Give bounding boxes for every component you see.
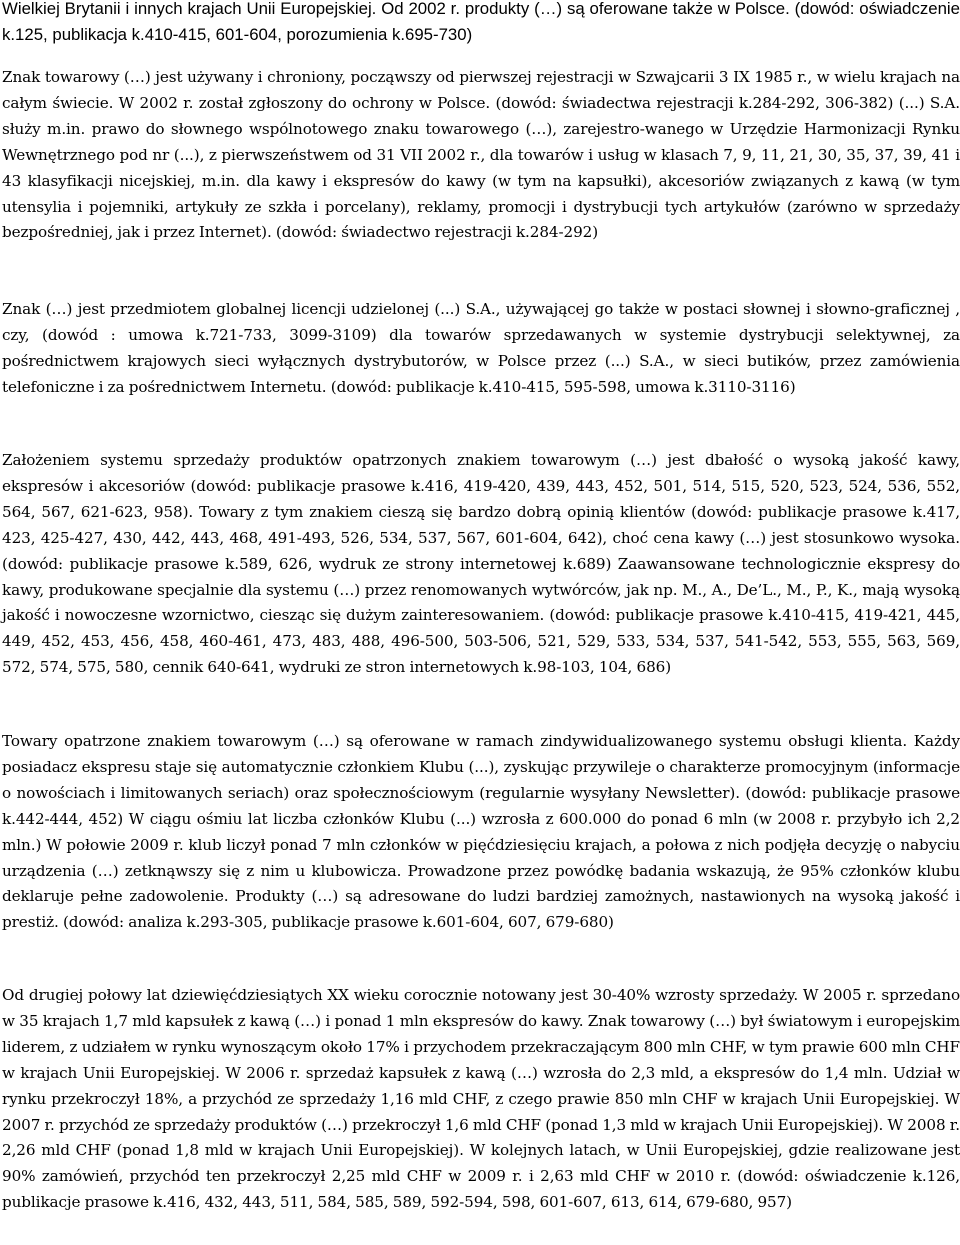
paragraph-sales-growth: Od drugiej połowy lat dziewięćdziesiątych XX wieku corocznie notowany jest 30-40% wzrosty sprzedaży. W 2005 r. sprzedano w 35 krajach 1,7 mld kapsułek z kawą (…) i ponad 1 mln ekspresów do kawy. Znak towarowy (…) był światowym i europejskim liderem, z udziałem w rynku wynoszącym około 17% i przychodem przekraczającym 800 mln CHF, w tym prawie 600 mln CHF w krajach Unii Europejskiej. W 2006 r. sprzedaż kapsułek z kawą (…) wzrosła do 2,3 mld, a ekspresów do 1,4 mln. Udział w rynku przekroczył 18%, a przychód ze sprzedaży 1,16 mld CHF, z czego prawie 850 mln CHF w krajach Unii Europejskiej. W 2007 r. przychód ze sprzedaży produktów (…) przekroczył 1,6 mld CHF (ponad 1,3 mld w krajach Unii Europejskiej). W 2008 r. 2,26 mld CHF (ponad 1,8 mld w krajach Unii Europejskiej). W kolejnych latach, w Unii Europejskiej, gdzie realizowane jest 90% zamówień, przychód ten przekroczył 2,25 mld CHF w 2009 r. i 2,63 mld CHF w 2010 r. (dowód: oświadczenie k.126, publikacje prasowe k.416, 432, 443, 511, 584, 585, 589, 592-594, 598, 601-607, 613, 614, 679-680, 957) (2, 986, 960, 1212)
paragraph-sales-system-quality: Założeniem systemu sprzedaży produktów opatrzonych znakiem towarowym (…) jest dbałość o wysoką jakość kawy, ekspresów i akcesoriów (dowód: publikacje prasowe k.416, 419-420, 439, 443, 452, 501, 514, 515, 520, 523, 524, 536, 552, 564, 567, 621-623, 958). Towary z tym znakiem cieszą się bardzo dobrą opinią klientów (dowód: publikacje prasowe k.417, 423, 425-427, 430, 442, 443, 468, 491-493, 526, 534, 537, 567, 601-604, 642), choć cena kawy (…) jest stosunkowo wysoka. (dowód: publikacje prasowe k.589, 626, wydruk ze strony internetowej k.689) Zaawansowane technologicznie ekspresy do kawy, produkowane specjalnie dla systemu (…) przez renomowanych wytwórców, jak np. M., A., De’L., M., P., K., mają wysoką jakość i nowoczesne wzornictwo, ciesząc się dużym zainteresowaniem. (dowód: publikacje prasowe k.410-415, 419-421, 445, 449, 452, 453, 456, 458, 460-461, 473, 483, 488, 496-500, 503-506, 521, 529, 533, 534, 537, 541-542, 553, 555, 563, 569, 572, 574, 575, 580, cennik 640-641, wydruki ze stron internetowych k.98-103, 104, 686) (2, 451, 960, 677)
paragraph-product-availability: Wielkiej Brytanii i innych krajach Unii Europejskiej. Od 2002 r. produkty (…) są oferowane także w Polsce. (dowód: oświadczenie k.125, publikacja k.410-415, 601-604, porozumienia k.695-730) (2, 0, 960, 44)
paragraph-trademark-registration: Znak towarowy (…) jest używany i chroniony, począwszy od pierwszej rejestracji w Szwajcarii 3 IX 1985 r., w wielu krajach na całym świecie. W 2002 r. został zgłoszony do ochrony w Polsce. (dowód: świadectwa rejestracji k.284-292, 306-382) (...) S.A. służy m.in. prawo do słownego wspólnotowego znaku towarowego (…), zarejestro-wanego w Urzędzie Harmonizacji Rynku Wewnętrznego pod nr (...), z pierwszeństwem od 31 VII 2002 r., dla towarów i usług w klasach 7, 9, 11, 21, 30, 35, 37, 39, 41 i 43 klasyfikacji nicejskiej, m.in. dla kawy i ekspresów do kawy (w tym na kapsułki), akcesoriów związanych z kawą (w tym utensylia i pojemniki, artykuły ze szkła i porcelany), reklamy, promocji i dystrybucji tych artykułów (zarówno w sprzedaży bezpośredniej, jak i przez Internet). (dowód: świadectwo rejestracji k.284-292) (2, 68, 960, 242)
paragraph-trademark-license: Znak (…) jest przedmiotem globalnej licencji udzielonej (...) S.A., używającej go także w postaci słownej i słowno-graficznej , czy, (dowód : umowa k.721-733, 3099-3109) dla towarów sprzedawanych w systemie dystrybucji selektywnej, za pośrednictwem krajowych sieci wyłącznych dystrybutorów, w Polsce przez (...) S.A., w sieci butików, przez zamówienia telefoniczne i za pośrednictwem Internetu. (dowód: publikacje k.410-415, 595-598, umowa k.3110-3116) (2, 300, 960, 396)
paragraph-customer-club: Towary opatrzone znakiem towarowym (…) są oferowane w ramach zindywidualizowanego systemu obsługi klienta. Każdy posiadacz ekspresu staje się automatycznie członkiem Klubu (...), zyskując przywileje o charakterze promocyjnym (informacje o nowościach i limitowanych seriach) oraz społecznościowym (regularnie wysyłany Newsletter). (dowód: publikacje prasowe k.442-444, 452) W ciągu ośmiu lat liczba członków Klubu (...) wzrosła z 600.000 do ponad 6 mln (w 2008 r. przybyło ich 2,2 mln.) W połowie 2009 r. klub liczył ponad 7 mln członków w pięćdziesięciu krajach, a połowa z nich podjęła decyzję o nabyciu urządzenia (…) zetknąwszy się z nim u klubowicza. Prowadzone przez powódkę badania wskazują, że 95% członków klubu deklaruje pełne zadowolenie. Produkty (…) są adresowane do ludzi bardziej zamożnych, nastawionych na wysoką jakość i prestiż. (dowód: analiza k.293-305, publikacje prasowe k.601-604, 607, 679-680) (2, 732, 960, 932)
